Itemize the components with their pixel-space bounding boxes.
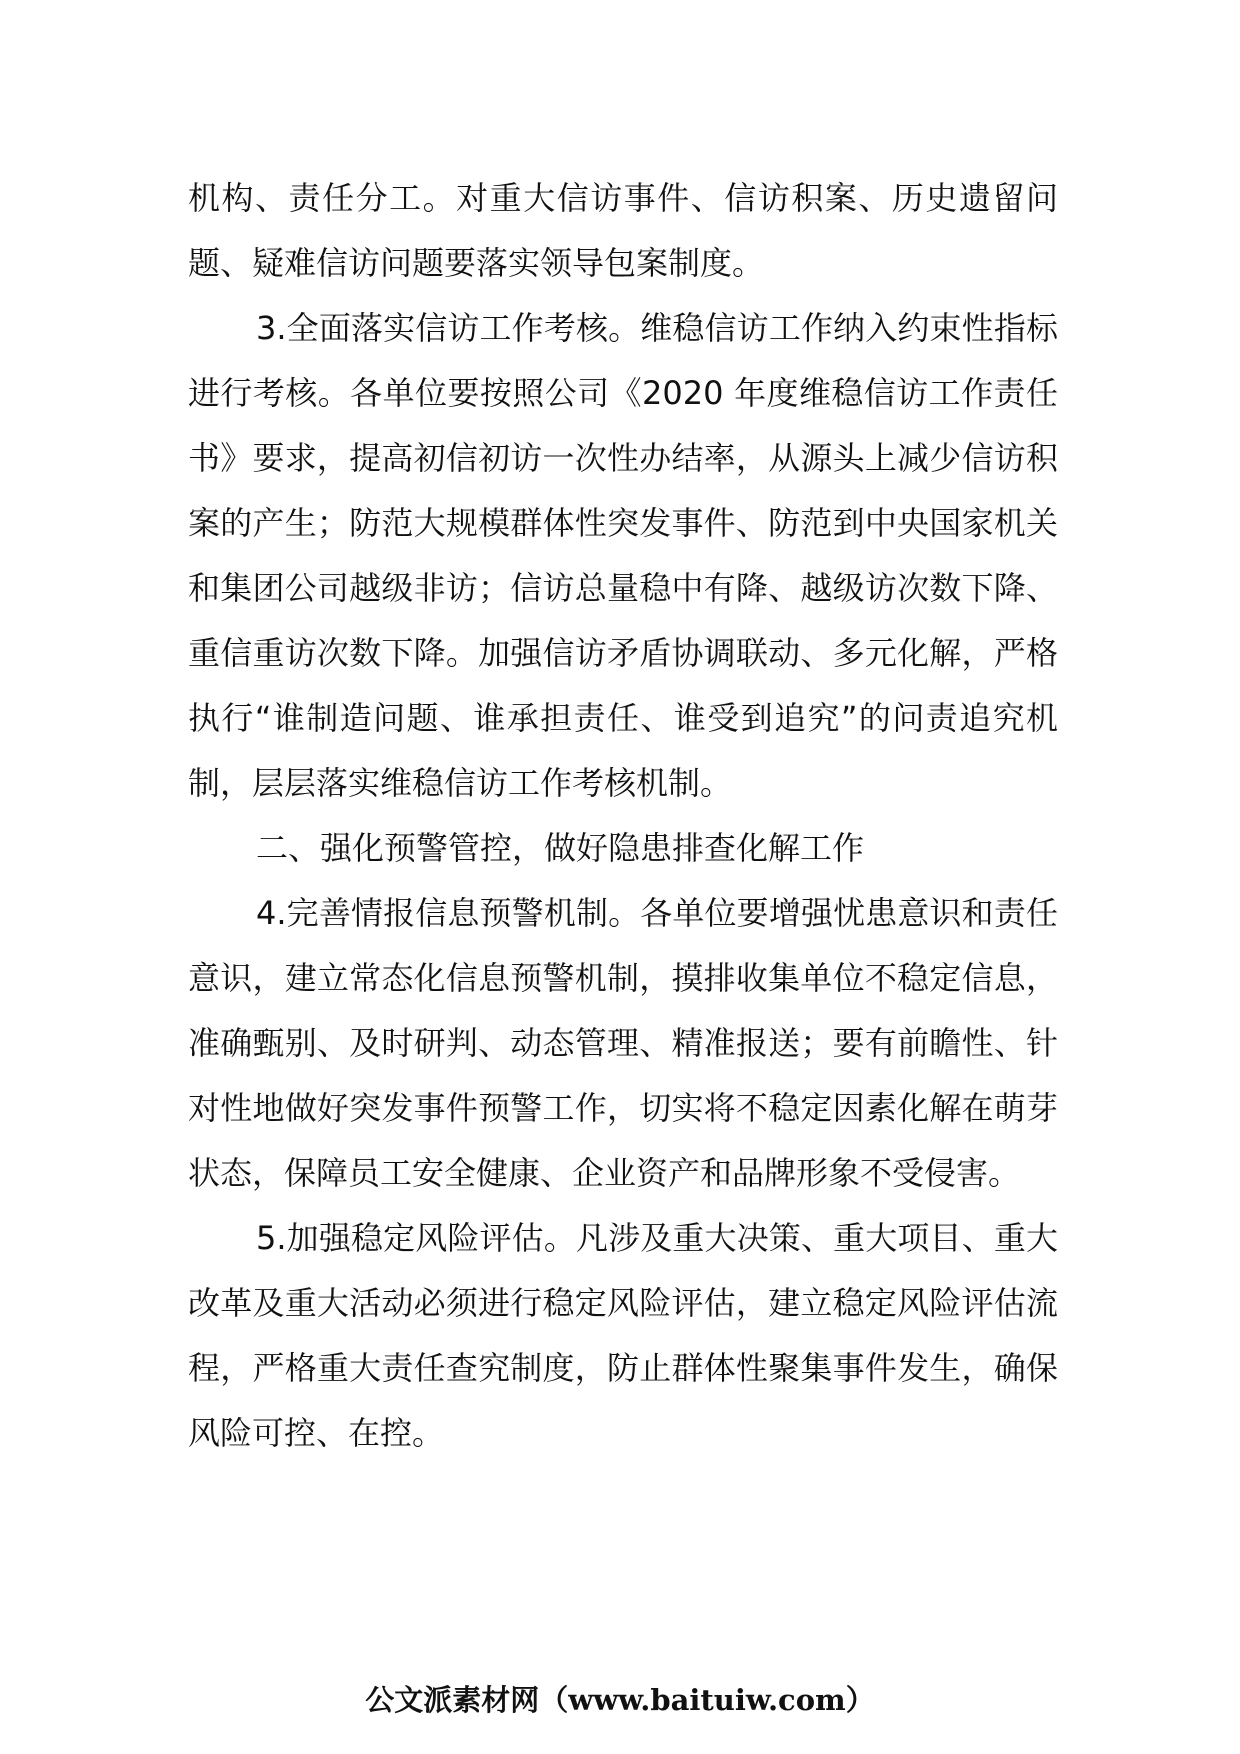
watermark-text: 公文派素材网（www.baituiw.com） — [365, 1683, 875, 1717]
footer-watermark — [0, 1680, 1240, 1720]
text-line: 因素化解在萌芽状态，保障员工安全健康、企业资产和品 — [188, 1089, 1058, 1192]
paragraph-item-4 — [188, 881, 1058, 1206]
text-line: 前瞻性、针对性地做好突发事件预警工作，切实将不稳定 — [188, 1024, 1058, 1127]
text-line: 任意识，建立常态化信息预警机制，摸排收集单位不稳定 — [188, 894, 1058, 997]
text-line: 信息，准确甄别、及时研判、动态管理、精准报送；要有 — [188, 959, 1058, 1062]
text-line: 4.完善情报信息预警机制。各单位要增强忧患意识和责 — [256, 894, 1026, 932]
text-line: 谁受到追究”的问责追究机制，层层落实维稳信访工作考 — [188, 699, 1058, 802]
paragraph-item-3 — [188, 296, 1058, 816]
text-line: 核机制。 — [604, 764, 733, 802]
heading-text: 二、强化预警管控，做好隐患排查化解工作 — [256, 829, 865, 867]
text-line: 评估流程，严格重大责任查究制度，防止群体性聚集事件 — [188, 1284, 1058, 1387]
text-line: 越级访次数下降、重信重访次数下降。加强信访矛盾协调 — [188, 569, 1058, 672]
text-line: 牌形象不受侵害。 — [764, 1154, 1021, 1192]
text-line: 3.全面落实信访工作考核。维稳信访工作纳入约束性指 — [256, 309, 1026, 347]
text-line: 少信访积案的产生；防范大规模群体性突发事件、防范到 — [188, 439, 1058, 542]
text-line: 大改革及重大活动必须进行稳定风险评估，建立稳定风险 — [188, 1219, 1058, 1322]
text-line: 联动、多元化解，严格执行“谁制造问题、谁承担责任、 — [188, 634, 1058, 737]
text-line: 中央国家机关和集团公司越级非访；信访总量稳中有降、 — [188, 504, 1058, 607]
text-line: 标进行考核。各单位要按照公司《2020 年度维稳信访工作 — [188, 309, 1058, 412]
document-body — [188, 166, 1058, 1466]
paragraph-continuation — [188, 166, 1058, 296]
section-heading — [188, 816, 1058, 881]
text-line: 机构、责任分工。对重大信访事件、信访积案、历史遗留 — [188, 179, 1026, 217]
paragraph-item-5 — [188, 1206, 1058, 1466]
text-line: 责任书》要求，提高初信初访一次性办结率，从源头上减 — [188, 374, 1058, 477]
text-line: 5.加强稳定风险评估。凡涉及重大决策、重大项目、重 — [256, 1219, 1026, 1257]
text-line: 发生，确保风险可控、在控。 — [188, 1349, 1058, 1452]
text-line: 问题、疑难信访问题要落实领导包案制度。 — [188, 179, 1058, 282]
